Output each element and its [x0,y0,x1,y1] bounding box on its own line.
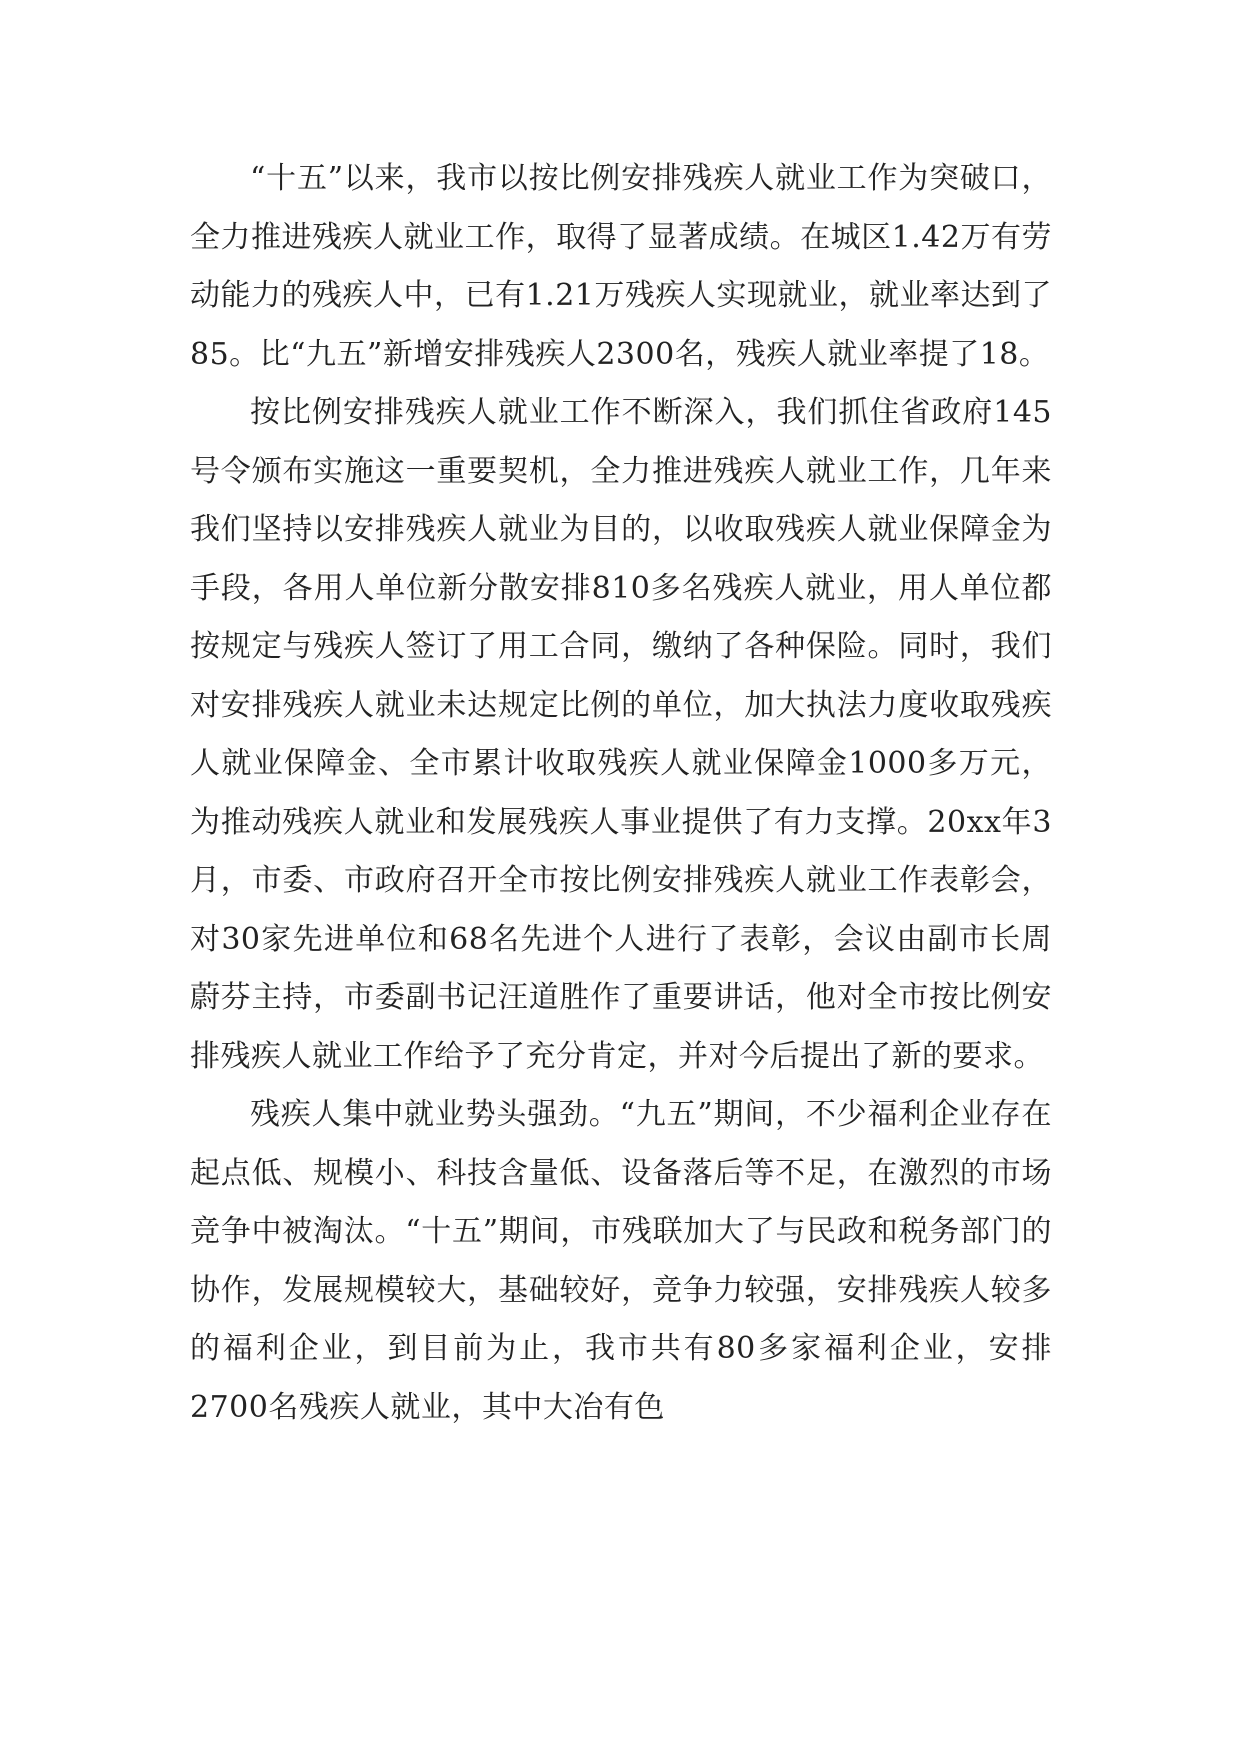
paragraph-3: 残疾人集中就业势头强劲。“九五”期间，不少福利企业存在起点低、规模小、科技含量低、设备落后等不足，在激烈的市场竞争中被淘汰。“十五”期间，市残联加大了与民政和税务部门的协作，发展规模较大，基础较好，竞争力较强，安排残疾人较多的福利企业，到目前为止，我市共有80多家福利企业，安排2700名残疾人就业，其中大冶有色 [190,1097,1052,1425]
paragraph-1: “十五”以来，我市以按比例安排残疾人就业工作为突破口，全力推进残疾人就业工作，取得了显著成绩。在城区1.42万有劳动能力的残疾人中，已有1.21万残疾人实现就业，就业率达到了85。比“九五”新增安排残疾人2300名，残疾人就业率提了18。 [190,161,1052,372]
paragraph-2: 按比例安排残疾人就业工作不断深入，我们抓住省政府145号令颁布实施这一重要契机，全力推进残疾人就业工作，几年来我们坚持以安排残疾人就业为目的，以收取残疾人就业保障金为手段，各用人单位新分散安排810多名残疾人就业，用人单位都按规定与残疾人签订了用工合同，缴纳了各种保险。同时，我们对安排残疾人就业未达规定比例的单位，加大执法力度收取残疾人就业保障金、全市累计收取残疾人就业保障金1000多万元，为推动残疾人就业和发展残疾人事业提供了有力支撑。20xx年3月，市委、市政府召开全市按比例安排残疾人就业工作表彰会，对30家先进单位和68名先进个人进行了表彰，会议由副市长周蔚芬主持，市委副书记汪道胜作了重要讲话，他对全市按比例安排残疾人就业工作给予了充分肯定，并对今后提出了新的要求。 [190,395,1052,1074]
document-body [190,150,1052,1437]
